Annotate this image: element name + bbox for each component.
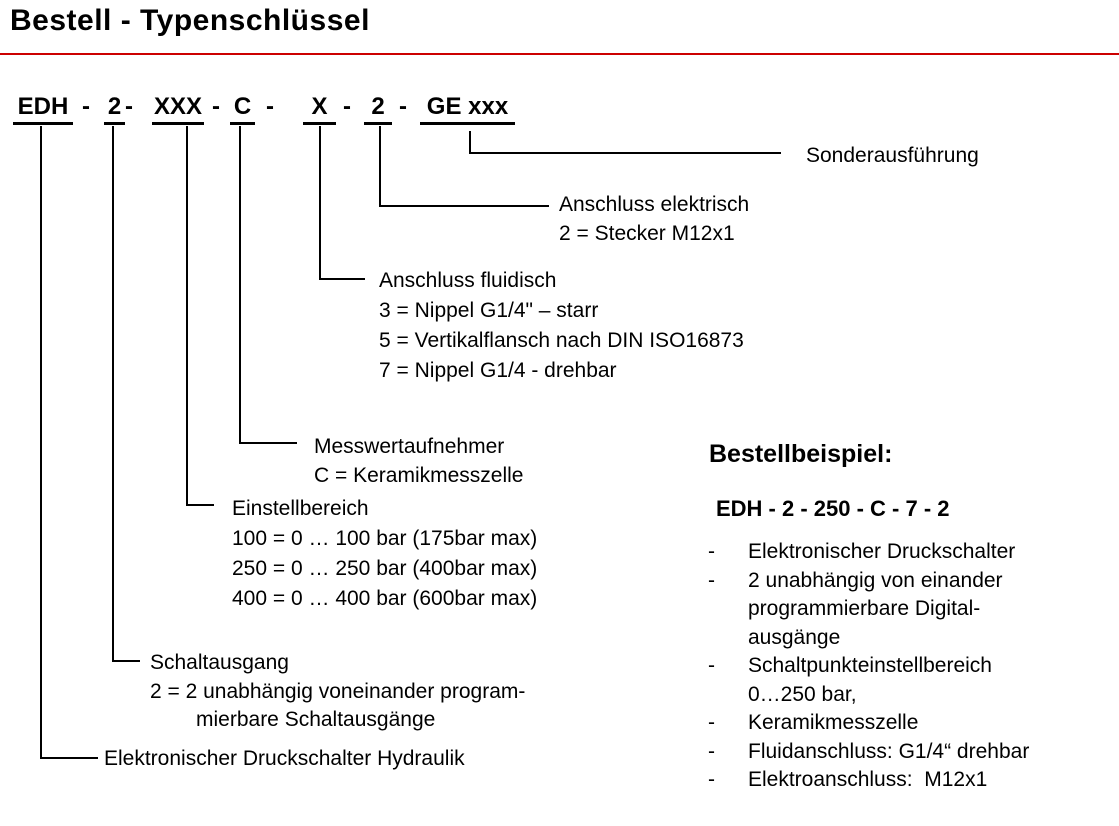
connector-fluidisch-vertical bbox=[319, 126, 321, 280]
label-sonderausfuehrung bbox=[806, 142, 979, 171]
label-messwertaufnehmer bbox=[314, 433, 523, 490]
list-bullet: - bbox=[708, 568, 715, 592]
connector-einstellbereich-horizontal bbox=[186, 504, 214, 506]
list-item-text: Elektroanschluss: M12x1 bbox=[748, 768, 988, 791]
label-option-continuation: mierbare Schaltausgänge bbox=[196, 708, 436, 731]
code-segment-edh: EDH bbox=[13, 95, 73, 125]
label-option: 100 = 0 … 100 bar (175bar max) bbox=[232, 527, 538, 550]
page-title: Bestell - Typenschlüssel bbox=[10, 4, 370, 37]
list-item-text: programmierbare Digital- bbox=[748, 597, 981, 620]
label-title: Anschluss elektrisch bbox=[559, 193, 750, 216]
connector-elektrisch-vertical bbox=[379, 126, 381, 207]
connector-schaltausgang-horizontal bbox=[112, 660, 140, 662]
code-separator: - bbox=[82, 93, 90, 120]
list-bullet: - bbox=[708, 540, 715, 563]
list-item-text: ausgänge bbox=[748, 625, 841, 649]
label-anschluss-elektrisch bbox=[559, 191, 749, 248]
label-option: 5 = Vertikalflansch nach DIN ISO16873 bbox=[379, 329, 744, 352]
label-druckschalter-hydraulik bbox=[104, 745, 465, 774]
label-option: C = Keramikmesszelle bbox=[314, 463, 524, 487]
list-item bbox=[694, 567, 1119, 653]
label-title: Elektronischer Druckschalter Hydraulik bbox=[104, 747, 465, 770]
connector-einstellbereich-vertical bbox=[186, 126, 188, 506]
code-separator: - bbox=[125, 93, 133, 120]
code-segment-messwertaufnehmer: C bbox=[230, 95, 255, 125]
connector-sonderausfuehrung-vertical bbox=[469, 131, 471, 154]
label-title: Anschluss fluidisch bbox=[379, 269, 557, 292]
label-option: 250 = 0 … 250 bar (400bar max) bbox=[232, 557, 538, 580]
label-option: 400 = 0 … 400 bar (600bar max) bbox=[232, 587, 538, 610]
list-item-text: 0…250 bar, bbox=[748, 682, 857, 706]
list-item bbox=[694, 709, 1119, 738]
list-item-text: 2 unabhängig von einander bbox=[748, 568, 1003, 592]
label-title: Sonderausführung bbox=[806, 144, 979, 167]
connector-messwertaufnehmer-vertical bbox=[239, 126, 241, 444]
connector-elektrisch-horizontal bbox=[379, 205, 549, 207]
connector-fluidisch-horizontal bbox=[319, 278, 365, 280]
label-option: 2 = Stecker M12x1 bbox=[559, 221, 735, 245]
code-separator: - bbox=[212, 93, 220, 120]
label-anschluss-fluidisch bbox=[379, 266, 744, 386]
code-segment-schaltausgang: 2 bbox=[104, 95, 125, 125]
label-option: 2 = 2 unabhängig voneinander program- bbox=[150, 679, 526, 703]
connector-edh-vertical bbox=[40, 126, 42, 759]
bestellbeispiel-list bbox=[694, 538, 1119, 795]
connector-schaltausgang-vertical bbox=[112, 126, 114, 662]
bestellbeispiel-code: EDH - 2 - 250 - C - 7 - 2 bbox=[716, 496, 950, 521]
list-bullet: - bbox=[708, 768, 715, 791]
label-option: 7 = Nippel G1/4 - drehbar bbox=[379, 359, 617, 382]
list-item bbox=[694, 652, 1119, 709]
label-option: 3 = Nippel G1/4" – starr bbox=[379, 299, 599, 322]
label-title: Messwertaufnehmer bbox=[314, 435, 505, 458]
code-separator: - bbox=[343, 93, 351, 120]
code-segment-anschluss-fluidisch: X bbox=[303, 95, 336, 125]
list-bullet: - bbox=[708, 711, 715, 734]
label-title: Einstellbereich bbox=[232, 497, 369, 520]
label-schaltausgang bbox=[150, 649, 525, 735]
label-einstellbereich bbox=[232, 494, 537, 614]
list-item bbox=[694, 738, 1119, 767]
code-separator: - bbox=[399, 93, 407, 120]
title-divider bbox=[0, 53, 1119, 55]
list-item-text: Keramikmesszelle bbox=[748, 711, 919, 734]
connector-messwertaufnehmer-horizontal bbox=[239, 442, 297, 444]
bestellbeispiel-heading: Bestellbeispiel: bbox=[709, 440, 893, 468]
connector-sonderausfuehrung-horizontal bbox=[469, 152, 781, 154]
code-segment-anschluss-elektrisch: 2 bbox=[364, 95, 392, 125]
list-item-text: Elektronischer Druckschalter bbox=[748, 540, 1016, 563]
code-segment-einstellbereich: XXX bbox=[152, 95, 204, 125]
list-item bbox=[694, 766, 1119, 795]
list-item bbox=[694, 538, 1119, 567]
label-title: Schaltausgang bbox=[150, 651, 289, 674]
connector-edh-horizontal bbox=[40, 757, 98, 759]
list-bullet: - bbox=[708, 739, 715, 763]
list-item-text: Fluidanschluss: G1/4“ drehbar bbox=[748, 739, 1030, 763]
code-separator: - bbox=[266, 93, 274, 120]
list-item-text: Schaltpunkteinstellbereich bbox=[748, 654, 992, 677]
code-segment-sonderausfuehrung: GE xxx bbox=[420, 95, 515, 125]
list-bullet: - bbox=[708, 654, 715, 677]
